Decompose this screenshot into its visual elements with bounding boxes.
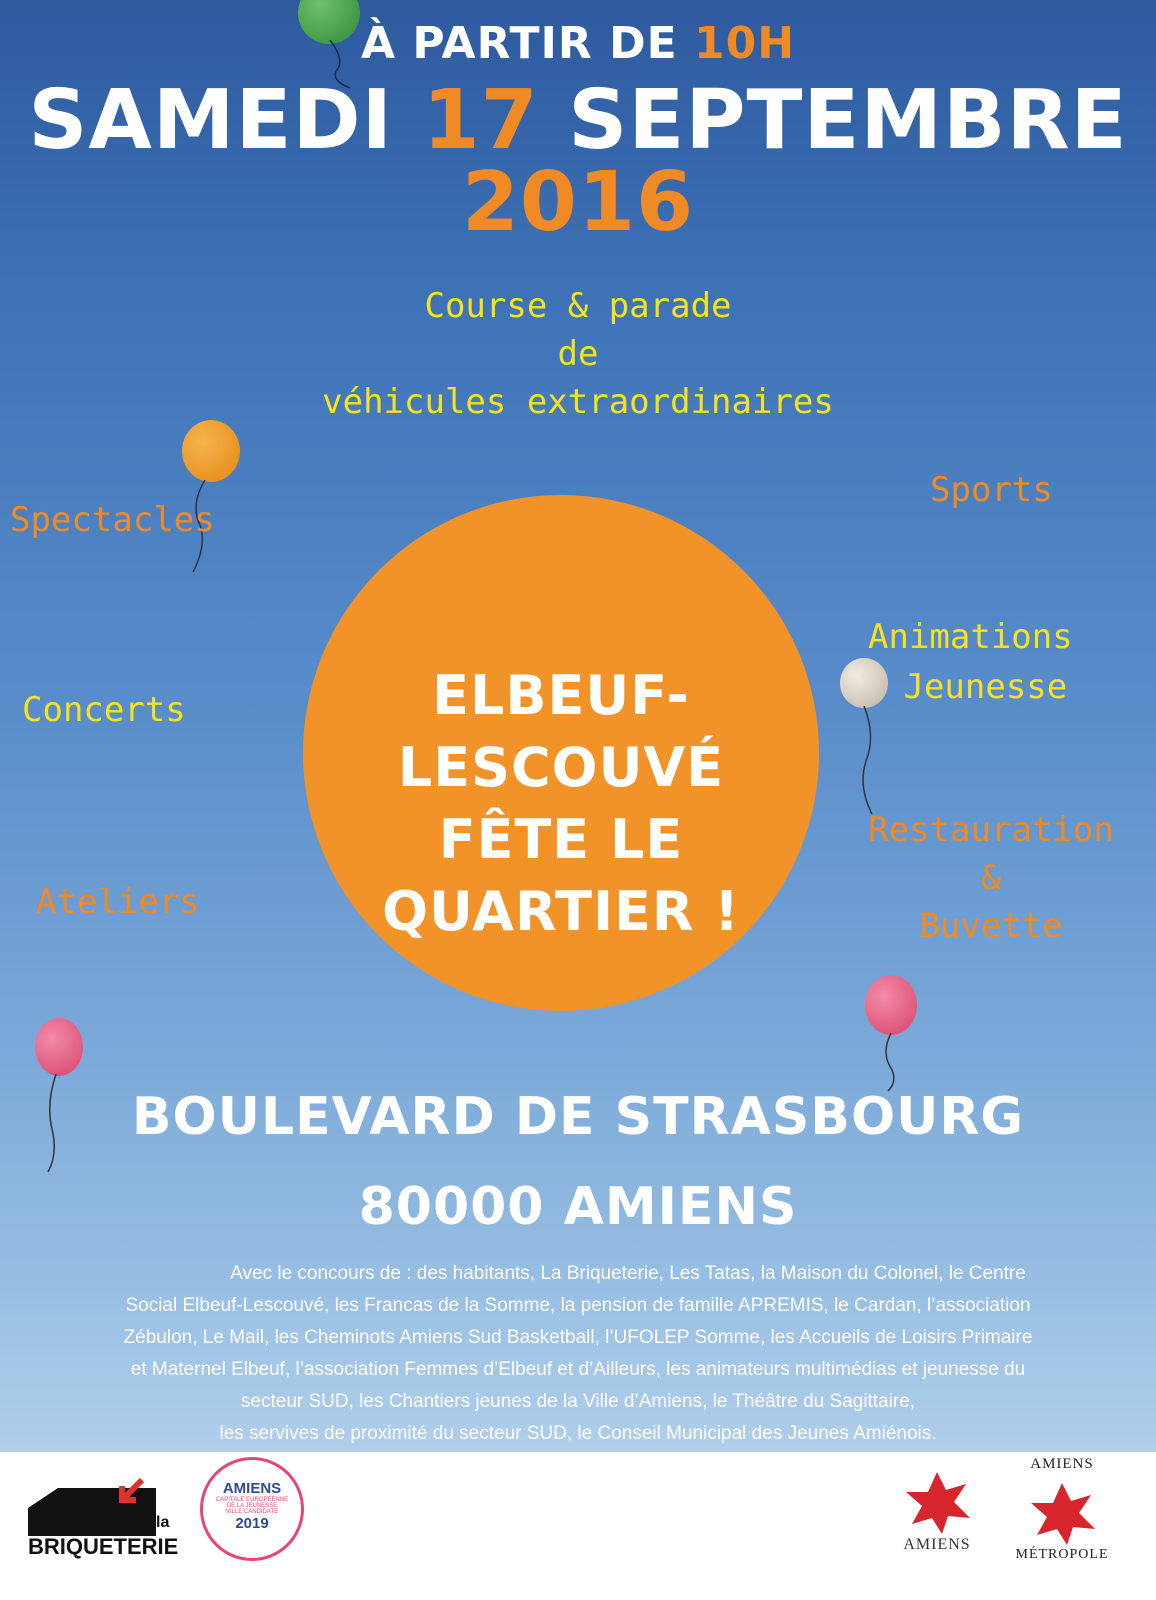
activity-spectacles: Spectacles <box>10 500 215 540</box>
headline-activity-line2: de <box>557 334 599 374</box>
amiens2019-sub2: DE LA JEUNESSE <box>226 1503 278 1509</box>
restauration-line2: & <box>980 858 1002 898</box>
amiens2019-sub1: CAPITALE EUROPÉENNE <box>215 1497 289 1503</box>
animations-line1: Animations <box>868 617 1073 657</box>
date-day: SAMEDI <box>28 73 423 168</box>
footer-logos <box>0 1452 1156 1600</box>
date-year: 2016 <box>461 155 695 250</box>
credits-line: Avec le concours de : des habitants, La Briqueterie, Les Tatas, la Maison du Colonel, le Centre <box>230 1263 1026 1284</box>
amiens-city-logo <box>892 1470 982 1588</box>
orange-balloon <box>182 420 240 482</box>
amiens2019-year: 2019 <box>235 1515 269 1532</box>
credits-line: secteur SUD, les Chantiers jeunes de la Ville d’Amiens, le Théâtre du Sagittaire, <box>240 1391 916 1412</box>
amiens-metropole-emblem-icon <box>1027 1481 1097 1547</box>
address <box>0 1072 1156 1252</box>
briqueterie-name: BRIQUETERIE <box>28 1534 179 1559</box>
beige-balloon-string <box>856 706 886 816</box>
date-month: SEPTEMBRE <box>538 73 1128 168</box>
restauration-line3: Buvette <box>919 906 1063 946</box>
time-prefix: À PARTIR DE <box>360 18 694 69</box>
headline-activity-line1: Course & parade <box>424 286 732 326</box>
activity-restauration <box>846 806 1136 950</box>
credits-line: les servives de proximité du secteur SUD, le Conseil Municipal des Jeunes Amiénois. <box>219 1423 937 1444</box>
start-time <box>0 18 1156 69</box>
arrow-icon <box>112 1474 148 1510</box>
animations-line2: Jeunesse <box>903 667 1068 707</box>
credits-line: Zébulon, Le Mail, les Cheminots Amiens Sud Basketball, l’UFOLEP Somme, les Accueils de Loisirs Primaire <box>123 1327 1033 1348</box>
amiens2019-title: AMIENS <box>222 1480 282 1497</box>
amiens2019-sub3: VILLE CANDIDATE <box>225 1509 279 1515</box>
activity-concerts: Concerts <box>22 690 186 730</box>
restauration-line1: Restauration <box>868 810 1114 850</box>
amiens-city-label: AMIENS <box>903 1536 971 1553</box>
briqueterie-la: la <box>156 1514 170 1531</box>
briqueterie-logo <box>28 1474 188 1574</box>
amiens-metropole-logo <box>1002 1454 1122 1594</box>
pink-balloon-right <box>865 975 917 1035</box>
credits-line: et Maternel Elbeuf, l’association Femmes d’Elbeuf et d’Ailleurs, les animateurs multimédias et jeunesse du <box>130 1359 1026 1380</box>
amiens-city-emblem-icon <box>902 1470 972 1536</box>
pink-balloon-left <box>35 1018 83 1076</box>
address-city: 80000 AMIENS <box>358 1177 798 1237</box>
time-value: 10H <box>693 18 796 69</box>
credits <box>40 1258 1116 1450</box>
credits-line: Social Elbeuf-Lescouvé, les Francas de la Somme, la pension de famille APREMIS, le Cardan, l’association <box>125 1295 1031 1316</box>
activity-sports: Sports <box>930 470 1053 510</box>
metropole-top-label: AMIENS <box>1030 1456 1094 1472</box>
activity-ateliers: Ateliers <box>36 882 200 922</box>
event-date <box>0 73 1156 250</box>
metropole-bottom-label: MÉTROPOLE <box>1015 1547 1109 1562</box>
circle-line2: FÊTE LE QUARTIER ! <box>382 808 740 943</box>
circle-line1: ELBEUF-LESCOUVÉ <box>397 664 725 799</box>
address-street: BOULEVARD DE STRASBOURG <box>131 1087 1025 1147</box>
activity-animations <box>868 612 1073 712</box>
headline-activity-line3: véhicules extraordinaires <box>322 382 834 422</box>
amiens-2019-logo <box>200 1457 304 1561</box>
date-number: 17 <box>422 73 539 168</box>
circle-title <box>303 660 819 948</box>
headline-activity <box>0 282 1156 426</box>
